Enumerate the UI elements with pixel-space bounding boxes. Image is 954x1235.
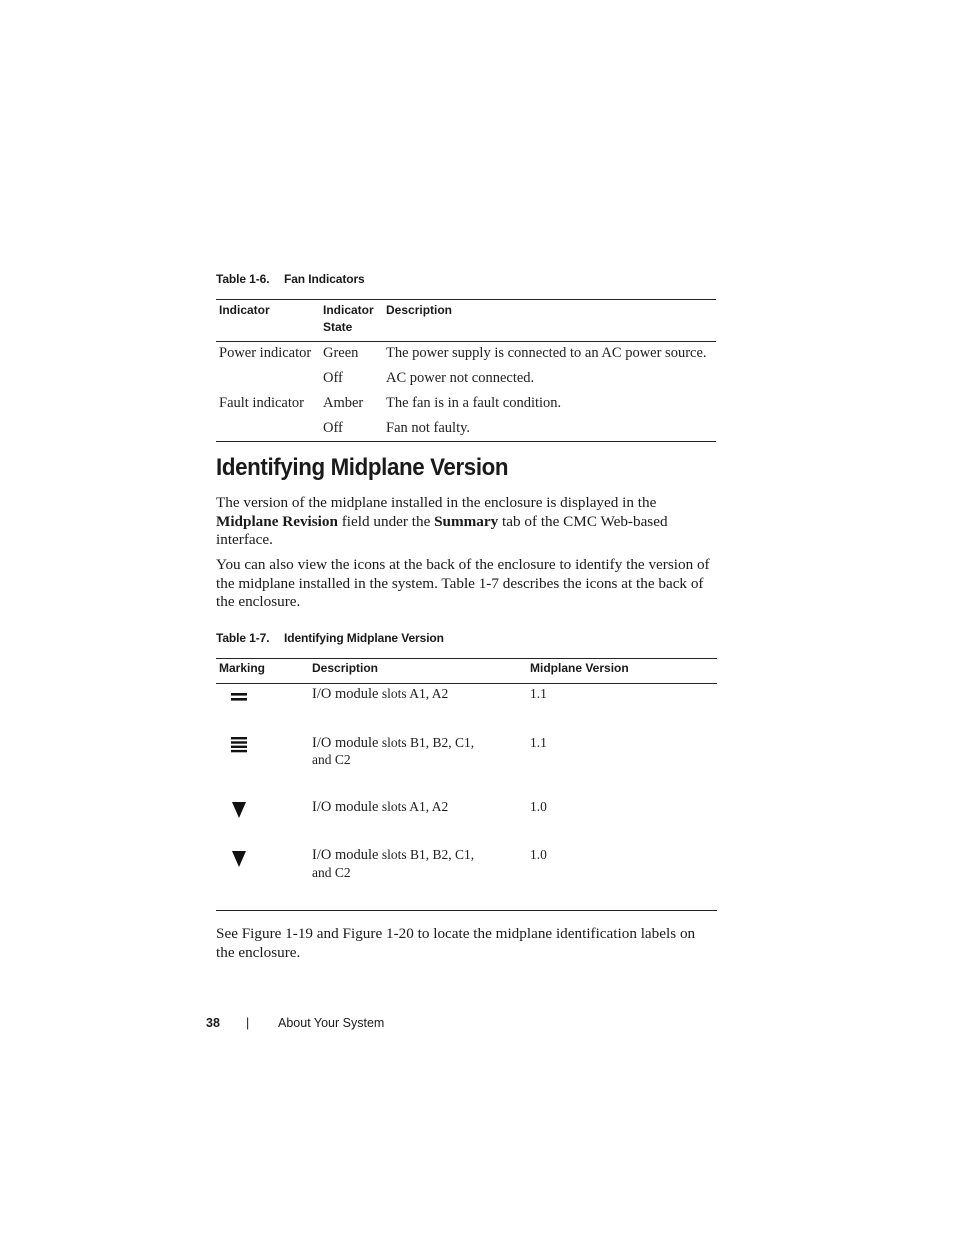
table-bottom-rule [216, 910, 717, 911]
cell-description: The fan is in a fault condition. [386, 395, 562, 411]
desc-slots: slots A1, A2 [378, 686, 449, 701]
table-caption-title: Identifying Midplane Version [284, 631, 444, 645]
footer-separator: | [246, 1016, 250, 1030]
cell-version: 1.0 [530, 799, 547, 814]
down-triangle-icon [229, 850, 249, 868]
cell-version: 1.0 [530, 847, 547, 862]
para-text: tab of the CMC Web-based interface. [216, 512, 668, 549]
table-top-rule [216, 299, 716, 300]
para-text: The version of the midplane installed in the enclosure is displayed in the [216, 494, 657, 511]
cell-description-line2: and C2 [312, 865, 351, 880]
cell-state: Amber [323, 395, 364, 411]
cell-description-line2: and C2 [312, 752, 351, 767]
table-caption-number: Table 1-6. [216, 272, 270, 286]
desc-module: I/O module [312, 799, 379, 815]
header-description: Description [386, 303, 453, 317]
cell-indicator: Power indicator [219, 345, 312, 361]
desc-module: I/O module [312, 735, 379, 751]
midplane-revision-term: Midplane Revision [216, 512, 338, 530]
header-indicator-state-line1: Indicator [323, 303, 374, 317]
section-title: Identifying Midplane Version [216, 454, 509, 481]
down-triangle-icon [229, 801, 249, 819]
table-caption-number: Table 1-7. [216, 631, 270, 645]
table-top-rule [216, 658, 717, 659]
desc-slots: slots B1, B2, C1, [378, 847, 475, 862]
cell-description [312, 798, 448, 816]
page-number: 38 [206, 1016, 220, 1030]
summary-term: Summary [434, 512, 499, 530]
cell-indicator: Fault indicator [219, 395, 304, 411]
cell-description: AC power not connected. [386, 370, 535, 386]
cell-description [312, 685, 448, 703]
cell-state: Off [323, 370, 343, 386]
cell-description: The power supply is connected to an AC power source. [386, 345, 707, 361]
table-bottom-rule [216, 441, 716, 442]
cell-description [312, 734, 474, 752]
header-midplane-version: Midplane Version [530, 661, 629, 675]
four-bars-icon [229, 736, 249, 754]
icons-paragraph: You can also view the icons at the back of the enclosure to identify the version of the midplane installed in the system. Table 1-7 describes the icons at the back of the enclosure. [216, 556, 710, 611]
para-text: field under the [337, 512, 435, 530]
desc-slots: slots B1, B2, C1, [378, 735, 475, 750]
header-marking: Marking [219, 661, 266, 675]
cell-description: Fan not faulty. [386, 420, 471, 436]
cell-version: 1.1 [530, 686, 547, 701]
intro-paragraph [216, 494, 716, 550]
cell-state: Green [323, 345, 359, 361]
desc-module: I/O module [312, 847, 379, 863]
cell-version: 1.1 [530, 735, 547, 750]
desc-slots: slots A1, A2 [378, 799, 449, 814]
table-1-6-caption [216, 272, 365, 286]
cell-description [312, 846, 474, 864]
table-header-rule [216, 341, 716, 342]
two-bars-icon [229, 692, 249, 704]
header-indicator: Indicator [219, 303, 270, 317]
table-1-7-caption [216, 631, 444, 645]
table-caption-title: Fan Indicators [284, 272, 365, 286]
figure-reference-paragraph: See Figure 1-19 and Figure 1-20 to locate the midplane identification labels on the enclosure. [216, 925, 696, 961]
header-indicator-state-line2: State [323, 320, 353, 334]
chapter-title: About Your System [278, 1016, 385, 1030]
cell-state: Off [323, 420, 343, 436]
desc-module: I/O module [312, 686, 379, 702]
table-header-rule [216, 683, 717, 684]
header-description: Description [312, 661, 379, 675]
